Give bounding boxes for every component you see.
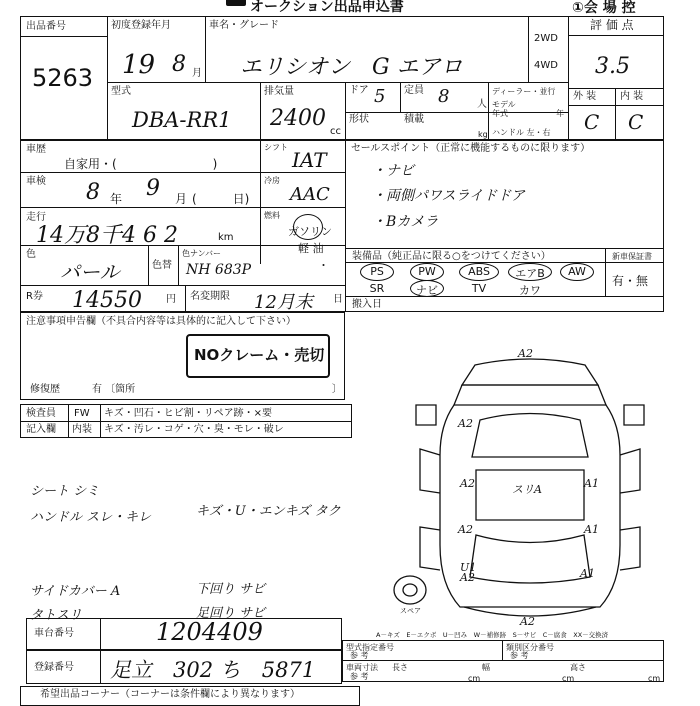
shift-value: IAT [292, 148, 327, 172]
spec-model-number-sub: 参 考 [350, 651, 369, 660]
color-code-value: NH 683P [186, 262, 252, 278]
model-name-value: エリシオン G エアロ [240, 55, 463, 80]
inspector-label-2: 記入欄 [26, 424, 56, 435]
name-change-label: 名変期限 [190, 291, 230, 302]
name-change-day: 日 [333, 294, 343, 305]
registration-month-unit: 月 [192, 68, 202, 79]
diagram-label-top: A2 [518, 347, 533, 360]
repair-close: 〕 [332, 384, 342, 395]
equipment-navi: ナビ [416, 284, 438, 297]
lot-number-value: 5263 [32, 64, 94, 92]
notes-label: 注意事項申告欄（不具合内容等は具体的に記入して下さい） [26, 316, 296, 327]
footer-corner-label: 希望出品コーナー（コーナーは条件欄により異なります） [40, 689, 300, 700]
warranty-label: 新車保証書 [612, 252, 652, 261]
diagram-label-left-rear: A2 [458, 523, 473, 536]
sales-point-2: ・両側パワスライドドア [372, 188, 525, 204]
shift-label: シフト [264, 143, 288, 152]
equipment-aw: AW [568, 265, 586, 278]
sales-point-3: ・Bカメラ [372, 214, 439, 230]
equipment-ps-circle [360, 263, 394, 281]
rating-value: 3.5 [595, 54, 630, 79]
inspection-day-unit: ( 日) [192, 192, 250, 206]
displacement-unit: cc [330, 126, 341, 137]
remark-4: サイドカバー A [30, 584, 121, 599]
spec-height-label: 高さ [570, 663, 586, 672]
inspection-year: 8 [86, 180, 100, 205]
capacity-label: 定員 [404, 85, 424, 96]
fuel-other: ・ [318, 259, 329, 272]
fuel-label: 燃料 [264, 211, 280, 220]
capacity-value: 8 [438, 86, 450, 107]
spec-class-number-sub: 参 考 [510, 651, 529, 660]
equipment-sr: SR [369, 282, 385, 295]
diagram-label-rear: A2 [520, 615, 535, 628]
sales-point-1: ・ナビ [372, 163, 414, 179]
diagram-label-left-door: A2 [460, 477, 475, 490]
header-logo [226, 0, 246, 6]
drive-2wd: 2WD [534, 33, 558, 44]
repair-label: 修復歴 [30, 384, 60, 395]
mileage-value: 14万8千4 6 2 [36, 223, 178, 248]
spec-dimensions-sub: 参 考 [350, 672, 369, 681]
equipment-aw-circle [560, 263, 594, 281]
spec-class-number-label: 類別区分番号 [506, 643, 554, 652]
sales-points-label: セールスポイント（正常に機能するものに限ります） [351, 143, 591, 154]
type-code-value: DBA-RR1 [132, 108, 232, 132]
header-title: オークション出品申込書 [250, 0, 404, 15]
loading-unit: kg [478, 130, 488, 139]
type-code-label: 型式 [111, 86, 131, 97]
equipment-pw-circle [410, 263, 444, 281]
diagram-label-right-door: A1 [584, 477, 599, 490]
exterior-value: C [584, 110, 600, 134]
inspection-year-unit: 年 [110, 192, 123, 206]
displacement-value: 2400 [270, 106, 326, 131]
inspection-label: 車検 [26, 176, 46, 187]
remark-7: 足回り サビ [196, 606, 266, 621]
model-name-label: 車名・グレード [209, 20, 279, 31]
interior-label: 内 装 [620, 91, 644, 102]
color-value: パール [60, 260, 120, 284]
first-registration-label: 初度登録年月 [111, 20, 171, 31]
registration-year: 19 [122, 50, 156, 80]
diagram-label-roof: スリA [512, 483, 542, 496]
vehicle-damage-diagram [380, 345, 680, 635]
diagram-label-spare: スペア [400, 607, 421, 615]
displacement-label: 排気量 [264, 86, 294, 97]
equipment-airbag-circle [508, 263, 552, 281]
spec-dimensions-label: 車両寸法 [346, 663, 378, 672]
recycle-label: R券 [26, 291, 43, 302]
handle-label: ハンドル 左・右 [492, 128, 551, 137]
recycle-value: 14550 [72, 288, 142, 313]
equipment-ps: PS [370, 265, 384, 278]
spec-length-unit: cm [468, 674, 481, 683]
warranty-value: 有・無 [612, 274, 649, 288]
capacity-unit: 人 [477, 99, 487, 110]
model-year-unit: 年 [556, 109, 564, 118]
equipment-navi-circle [410, 280, 444, 297]
diagram-label-front-left: A2 [458, 417, 473, 430]
shape-label: 形状 [349, 114, 369, 125]
remark-1: シート シミ [30, 484, 100, 499]
spec-width-label: 幅 [482, 663, 490, 672]
inspection-month-unit: 月 [175, 192, 188, 206]
no-claim-stamp-text: NOクレーム・売切 [194, 346, 325, 364]
entry-date-label: 搬入日 [352, 299, 382, 310]
interior-value: C [628, 110, 644, 134]
usage-value: 自家用・( ) [64, 157, 218, 171]
remark-2: ハンドル スレ・キレ [30, 510, 152, 525]
aircon-value: AAC [290, 184, 330, 205]
damage-legend: A－キズ E－エクボ U－凹み W－補修跡 S－サビ C－腐食 XX－交換済 [376, 631, 609, 639]
inspector-row2-text: キズ・汚レ・コゲ・穴・臭・モレ・破レ [104, 424, 284, 435]
remark-5: 下回り サビ [196, 582, 266, 597]
spec-width-unit: cm [562, 674, 575, 683]
inspector-row1-text: キズ・凹石・ヒビ割・リペア跡・×要 [104, 408, 272, 419]
equipment-abs-circle [459, 263, 499, 281]
equipment-pw: PW [418, 265, 436, 278]
doors-value: 5 [374, 86, 386, 107]
mileage-label: 走行 [26, 212, 46, 223]
venue-copy-label: ①会 場 控 [572, 0, 636, 16]
inspector-row1-tag: FW [74, 408, 90, 419]
color-label: 色 [26, 249, 36, 260]
inspection-month: 9 [146, 176, 160, 201]
diagram-label-right-rear: A1 [584, 523, 599, 536]
color-code-label: 色ナンバー [182, 249, 222, 258]
name-change-value: 12月末 [254, 292, 313, 313]
fuel-gasoline: ガソリン [288, 225, 332, 238]
chassis-label: 車台番号 [34, 628, 74, 639]
inspector-row2-tag: 内装 [72, 424, 92, 435]
repair-value: 有 〔箇所 [92, 384, 136, 395]
remark-3: キズ・U・エンキズ タク [196, 504, 341, 519]
chassis-value: 1204409 [156, 618, 263, 646]
rating-label: 評 価 点 [590, 18, 634, 32]
loading-label: 積載 [404, 114, 424, 125]
spec-length-label: 長さ [392, 663, 408, 672]
equipment-tv: TV [471, 282, 487, 295]
diagram-label-left-lower: A2 [460, 571, 475, 584]
remark-6: タトスリ [30, 608, 82, 623]
dealer-label: ディーラー・並行 [492, 87, 556, 96]
mileage-unit: km [218, 232, 234, 243]
aircon-label: 冷房 [264, 176, 280, 185]
equipment-leather: カワ [519, 284, 541, 297]
color-replace-label: 色替 [152, 260, 172, 271]
exterior-label: 外 装 [573, 91, 597, 102]
registration-month: 8 [172, 52, 186, 77]
fuel-gasoline-circle [293, 214, 323, 240]
spec-model-number-label: 型式指定番号 [346, 643, 394, 652]
spec-height-unit: cm [648, 674, 661, 683]
plate-label: 登録番号 [34, 662, 74, 673]
model-year-label-2: 年式 [492, 109, 508, 118]
equipment-label: 装備品（純正品に限る○をつけてください） [352, 251, 551, 262]
usage-label: 車歴 [26, 144, 46, 155]
equipment-airbag: エアB [515, 267, 545, 280]
inspector-label-1: 検査員 [26, 408, 56, 419]
diagram-label-left-bumper: U1 [460, 561, 477, 574]
drive-4wd: 4WD [534, 60, 558, 71]
diagram-label-right-lower: A1 [580, 567, 595, 580]
lot-number-label: 出品番号 [26, 21, 66, 32]
model-year-label: モデル [492, 100, 516, 109]
fuel-diesel: 軽 油 [298, 242, 324, 255]
plate-value: 足立 302 ち 5871 [110, 658, 316, 682]
equipment-abs: ABS [468, 265, 490, 278]
doors-label: ドア [349, 85, 369, 96]
recycle-unit: 円 [166, 294, 176, 305]
